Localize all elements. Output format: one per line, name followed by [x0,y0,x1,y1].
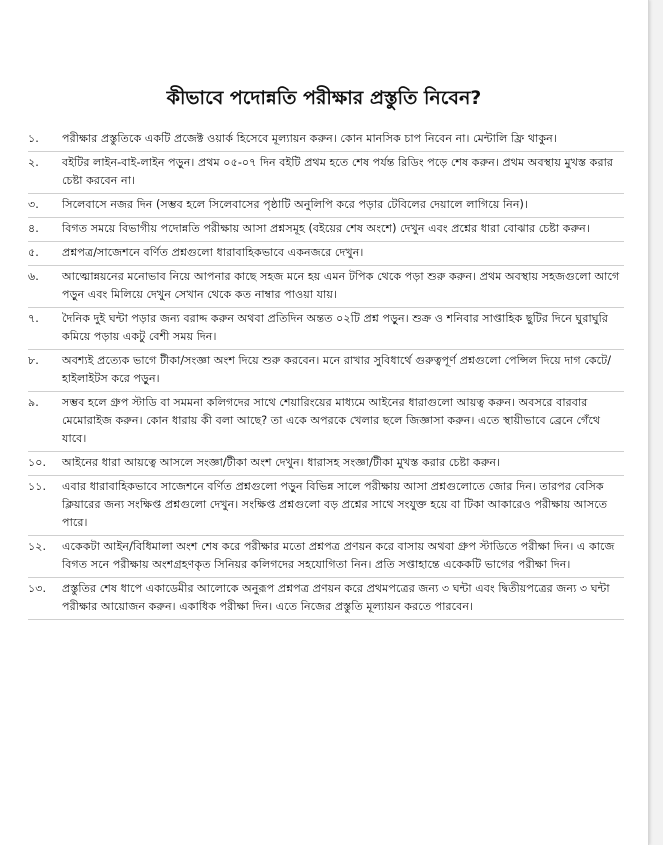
list-item [28,308,624,350]
item-text: বিগত সময়ে বিভাগীয় পদোন্নতি পরীক্ষায় আসা প্রশ্নসমূহ (বইয়ের শেষ অংশে) দেখুন এবং প্রশ্নের ধারা বোঝার চেষ্টা করুন। [62,222,590,235]
item-number: ১১. [28,480,47,493]
list-item [28,452,624,476]
list-item [28,194,624,218]
list-item [28,128,624,152]
item-text: প্রস্তুতির শেষ ধাপে একাডেমীর আলোকে অনুরূপ প্রশ্নপত্র প্রণয়ন করে প্রথমপত্রের জন্য ৩ ঘন্টা এবং দ্বিতীয়পত্রের জন্য ৩ ঘন্টা পরীক্ষার আয়োজন করুন। একাধিক পরীক্ষা দিন। এতে নিজের প্রস্তুতি মূল্যায়ন করতে পারবেন। [62,582,610,613]
item-text: সম্ভব হলে গ্রুপ স্টাডি বা সমমনা কলিগদের সাথে শেয়ারিংয়ের মাধ্যমে আইনের ধারাগুলো আয়ত্ব করুন। অবসরে বারবার মেমোরাইজ করুন। কোন ধারায় কী বলা আছে? তা একে অপরকে খেলার ছলে জিজ্ঞাসা করুন। এতে স্থায়ীভাবে ব্রেনে গেঁথে যাবে। [62,396,601,445]
item-text: আত্মোন্নয়নের মনোভাব নিয়ে আপনার কাছে সহজ মনে হয় এমন টপিক থেকে পড়া শুরু করুন। প্রথম অবস্থায় সহজগুলো আগে পড়ুন এবং মিলিয়ে দেখুন সেখান থেকে কত নাম্বার পাওয়া যায়। [62,270,620,301]
list-item [28,266,624,308]
list-item [28,536,624,578]
list-item [28,392,624,452]
list-item [28,350,624,392]
item-number: ৩. [28,198,39,211]
page-title: কীভাবে পদোন্নতি পরীক্ষার প্রস্তুতি নিবেন? [166,87,482,109]
item-number: ৫. [28,246,39,259]
item-text: বইটির লাইন-বাই-লাইন পড়ুন। প্রথম ০৫-০৭ দিন বইটি প্রথম হতে শেষ পর্যন্ত রিডিং পড়ে শেষ করুন। প্রথম অবস্থায় মুখস্ত করার চেষ্টা করবেন না। [62,156,613,187]
tips-list [28,128,624,620]
item-number: ৬. [28,270,39,283]
list-item [28,476,624,536]
item-number: ৯. [28,396,39,409]
item-text: সিলেবাসে নজর দিন (সম্ভব হলে সিলেবাসের পৃষ্ঠাটি অনুলিপি করে পড়ার টেবিলের দেয়ালে লাগিয়ে নিন)। [62,198,528,211]
list-item [28,242,624,266]
item-text: আইনের ধারা আয়ত্বে আসলে সংজ্ঞা/টীকা অংশ দেখুন। ধারাসহ সংজ্ঞা/টীকা মুখস্ত করার চেষ্টা করুন। [62,456,501,469]
item-number: ১৩. [28,582,47,595]
item-text: দৈনিক দুই ঘন্টা পড়ার জন্য বরাদ্দ করুন অথবা প্রতিদিন অন্তত ০২টি প্রশ্ন পড়ুন। শুক্র ও শনিবার সাপ্তাহিক ছুটির দিনে ঘুরাঘুরি কমিয়ে পড়ায় একটু বেশী সময় দিন। [62,312,608,343]
item-number: ৪. [28,222,39,235]
item-number: ১. [28,132,39,145]
item-text: এবার ধারাবাহিকভাবে সাজেশনে বর্ণিত প্রশ্নগুলো পড়ুন বিভিন্ন সালে পরীক্ষায় আসা প্রশ্নগুলোতে জোর দিন। তারপর বেসিক ক্লিয়ারের জন্য সংক্ষিপ্ত প্রশ্নগুলো দেখুন। সংক্ষিপ্ত প্রশ্নগুলো বড় প্রশ্নের সাথে সংযুক্ত হয়ে বা টিকা আকারেও পরীক্ষায় আসতে পারে। [62,480,608,529]
list-item [28,578,624,620]
item-number: ৮. [28,354,39,367]
item-number: ৭. [28,312,39,325]
list-item [28,218,624,242]
item-number: ১২. [28,540,47,553]
item-text: অবশ্যই প্রত্যেক ভাগে টীকা/সংজ্ঞা অংশ দিয়ে শুরু করবেন। মনে রাখার সুবিধার্থে গুরুত্বপূর্ণ প্রশ্নগুলো পেন্সিল দিয়ে দাগ কেটে/হাইলাইটস করে পড়ুন। [62,354,612,385]
item-text: পরীক্ষার প্রস্তুতিকে একটি প্রজেক্ট ওয়ার্ক হিসেবে মূল্যায়ন করুন। কোন মানসিক চাপ নিবেন না। মেন্টালি ফ্রি থাকুন। [62,132,557,145]
list-item [28,152,624,194]
item-number: ২. [28,156,39,169]
item-text: প্রশ্নপত্র/সাজেশনে বর্ণিত প্রশ্নগুলো ধারাবাহিকভাবে একনজরে দেখুন। [62,246,364,259]
item-text: একেকটা আইন/বিধিমালা অংশ শেষ করে পরীক্ষার মতো প্রশ্নপত্র প্রণয়ন করে বাসায় অথবা গ্রুপ স্টাডিতে পরীক্ষা দিন। এ কাজে বিগত সনে পরীক্ষায় অংশগ্রহণকৃত সিনিয়র কলিগদের সহযোগিতা নিন। প্রতি সপ্তাহান্তে একেকটি ভাগের পরীক্ষা দিন। [62,540,615,571]
item-number: ১০. [28,456,47,469]
